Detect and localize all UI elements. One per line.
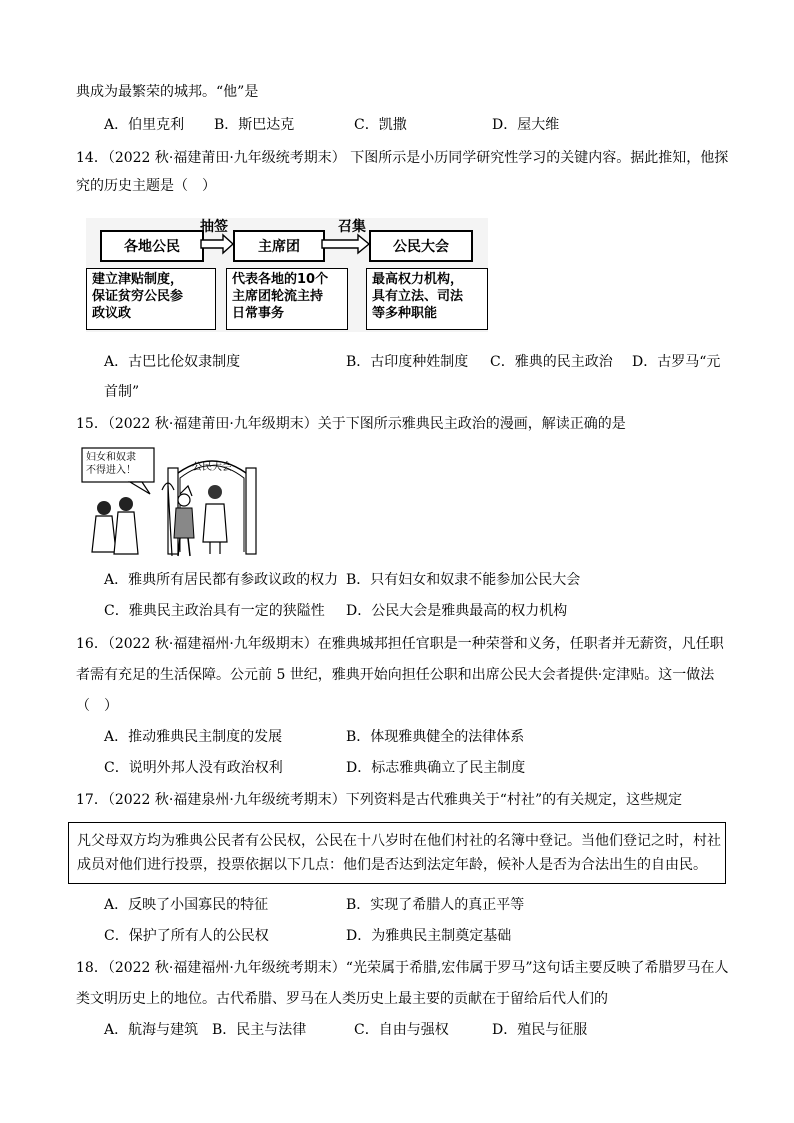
desc-line: 主席团轮流主持 xyxy=(232,289,324,304)
q17-option-a[interactable]: A．反映了小国寡民的特征 xyxy=(104,897,269,913)
q14-option-c[interactable]: C．雅典的民主政治 xyxy=(490,354,613,370)
q16-option-d[interactable]: D．标志雅典确立了民主制度 xyxy=(346,760,526,776)
q14-stem-line2: 究的历史主题是（ ） xyxy=(76,178,216,194)
q18-stem-line1: 18．（2022 秋·福建福州·九年级统考期末）“光荣属于希腊,宏伟属于罗马”这句话主要反映了希腊罗马在人 xyxy=(76,960,729,976)
q16-stem-line1: 16．（2022 秋·福建福州·九年级期末）在雅典城邦担任官职是一种荣誉和义务，任职者并无薪资，凡任职 xyxy=(76,636,724,652)
q17-stem-line1: 17．（2022 秋·福建泉州·九年级统考期末）下列资料是古代雅典关于“村社”的有关规定，这些规定 xyxy=(76,792,683,808)
flow-arrow-label-lottery: 抽签 xyxy=(200,219,228,235)
q17-option-c[interactable]: C．保护了所有人的公民权 xyxy=(104,928,269,944)
cartoon-gate-sign: 公民大会 xyxy=(192,462,232,473)
q16-option-a[interactable]: A．推动雅典民主制度的发展 xyxy=(104,729,283,745)
q13-option-b[interactable]: B．斯巴达克 xyxy=(214,117,295,133)
flow-arrow-label-convene: 召集 xyxy=(338,219,366,235)
q13-option-d[interactable]: D．屋大维 xyxy=(492,117,560,133)
q18-option-d[interactable]: D．殖民与征服 xyxy=(492,1022,588,1038)
q16-stem-line2: 者需有充足的生活保障。公元前 5 世纪，雅典开始向担任公职和出席公民大会者提供·定津贴。这一做法 xyxy=(76,667,715,683)
desc-line: 日常事务 xyxy=(232,306,285,321)
q15-option-d[interactable]: D．公民大会是雅典最高的权力机构 xyxy=(346,603,568,619)
q13-option-c[interactable]: C．凯撒 xyxy=(354,117,407,133)
q18-option-c[interactable]: C．自由与强权 xyxy=(354,1022,449,1038)
desc-line: 等多种职能 xyxy=(372,306,438,321)
q17-option-b[interactable]: B．实现了希腊人的真正平等 xyxy=(346,897,525,913)
desc-line: 保证贫穷公民参 xyxy=(92,289,184,304)
desc-line: 政议政 xyxy=(92,306,132,321)
q16-option-b[interactable]: B．体现雅典健全的法律体系 xyxy=(346,729,525,745)
q17-option-d[interactable]: D．为雅典民主制奠定基础 xyxy=(346,928,512,944)
q13-option-a[interactable]: A．伯里克利 xyxy=(104,117,185,133)
q15-option-b[interactable]: B．只有妇女和奴隶不能参加公民大会 xyxy=(346,572,581,588)
flow-desc-assembly xyxy=(366,268,488,330)
desc-line: 建立津贴制度， xyxy=(92,272,184,287)
desc-line: 具有立法、司法 xyxy=(372,289,464,304)
q14-option-d-wrap: 首制” xyxy=(104,384,140,400)
q15-stem-line1: 15．（2022 秋·福建莆田·九年级期末）关于下图所示雅典民主政治的漫画，解读正确的是 xyxy=(76,416,626,432)
q16-option-c[interactable]: C．说明外邦人没有政治权利 xyxy=(104,760,283,776)
speech-line: 妇女和奴隶 xyxy=(86,452,136,463)
q14-flow-diagram xyxy=(86,218,488,332)
flow-desc-presidium xyxy=(226,268,348,330)
q16-stem-line3: （ ） xyxy=(76,698,118,714)
q15-option-a[interactable]: A．雅典所有居民都有参政议政的权力 xyxy=(104,572,339,588)
q18-stem-line2: 类文明历史上的地位。古代希腊、罗马在人类历史上最主要的贡献在于留给后代人们的 xyxy=(76,991,608,1007)
material-line: 凡父母双方均为雅典公民者有公民权，公民在十八岁时在他们村社的名簿中登记。当他们登记之时，村社 xyxy=(77,833,721,849)
flow-box-citizens: 各地公民 xyxy=(100,230,204,262)
desc-line: 代表各地的10个 xyxy=(232,272,329,287)
material-line: 成员对他们进行投票，投票依据以下几点：他们是否达到法定年龄，候补人是否为合法出生的自由民。 xyxy=(77,857,707,873)
q13-text-tail: 典成为最繁荣的城邦。“他”是 xyxy=(76,84,259,100)
q14-option-a[interactable]: A．古巴比伦奴隶制度 xyxy=(104,354,241,370)
q15-cartoon xyxy=(80,446,270,564)
q14-option-d[interactable]: D．古罗马“元 xyxy=(632,354,721,370)
flow-box-presidium: 主席团 xyxy=(233,230,325,262)
q17-material-box xyxy=(68,822,726,884)
speech-line: 不得进入！ xyxy=(86,465,136,476)
cartoon-speech-text xyxy=(86,451,136,477)
q14-option-b[interactable]: B．古印度种姓制度 xyxy=(346,354,469,370)
q18-option-b[interactable]: B．民主与法律 xyxy=(212,1022,307,1038)
arrow-right-icon xyxy=(322,235,369,253)
q18-option-a[interactable]: A．航海与建筑 xyxy=(104,1022,199,1038)
desc-line: 最高权力机构， xyxy=(372,272,464,287)
flow-box-assembly: 公民大会 xyxy=(369,230,473,262)
q14-stem-line1: 14．（2022 秋·福建莆田·九年级统考期末） 下图所示是小历同学研究性学习的关键内容。据此推知，他探 xyxy=(76,150,729,166)
q15-option-c[interactable]: C．雅典民主政治具有一定的狭隘性 xyxy=(104,603,325,619)
flow-desc-citizens xyxy=(86,268,216,330)
arrow-right-icon xyxy=(201,235,233,253)
